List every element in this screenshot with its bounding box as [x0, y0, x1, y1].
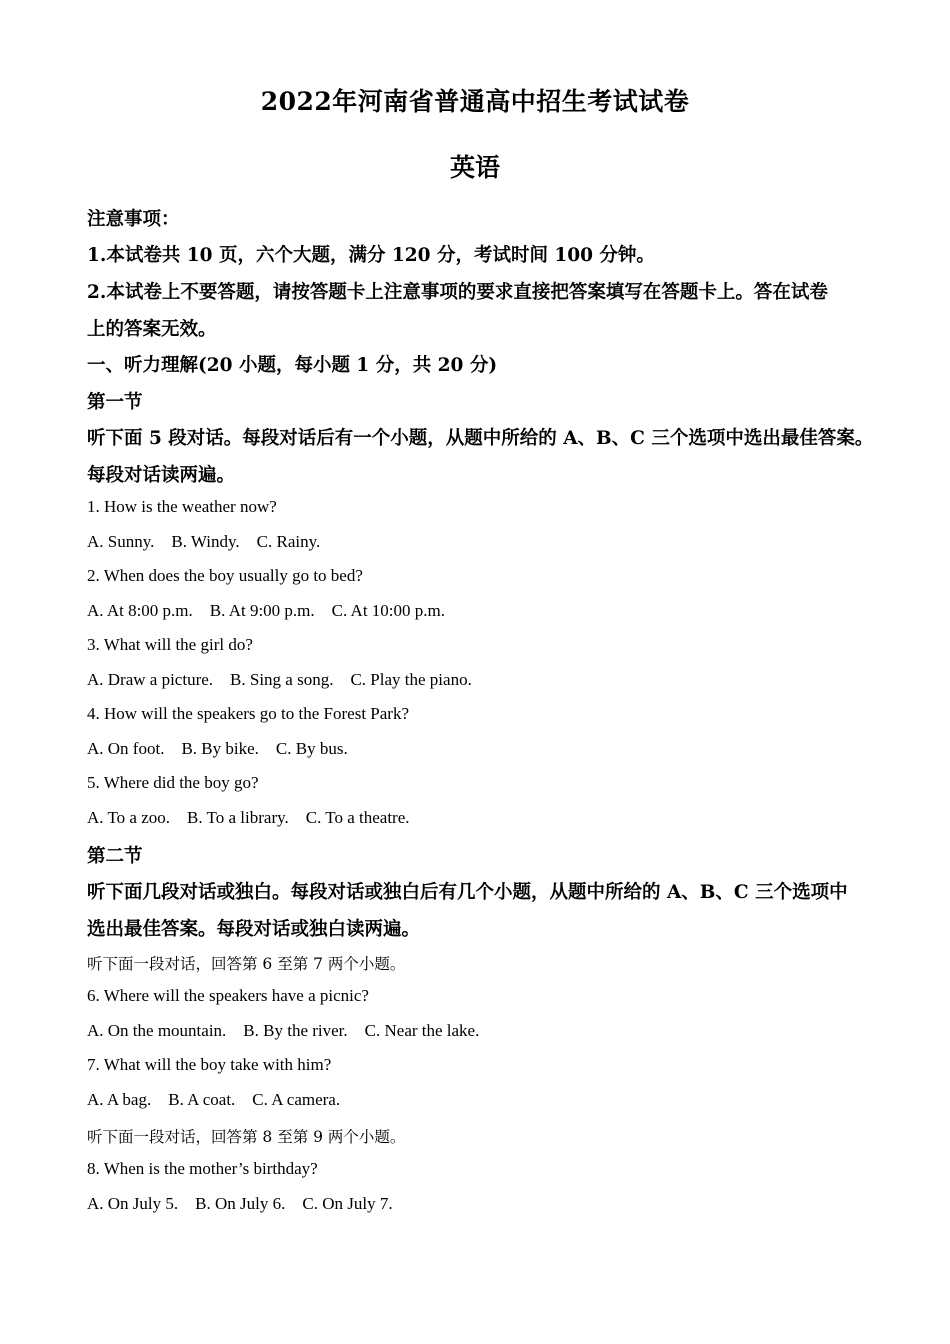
section2-label: 第二节: [87, 846, 143, 867]
question-3: 3. What will the girl do?: [87, 635, 253, 654]
dialogue-hint-8-9: 听下面一段对话，回答第 8 至第 9 两个小题。: [87, 1128, 406, 1146]
option-b: B. Windy.: [171, 532, 240, 551]
notes-heading: 注意事项：: [87, 209, 180, 230]
options-4: [87, 739, 348, 759]
option-b: B. Sing a song.: [230, 670, 334, 689]
option-b: B. By bike.: [181, 739, 259, 758]
options-6: [87, 1021, 479, 1041]
question-6: 6. Where will the speakers have a picnic?: [87, 986, 369, 1005]
option-b: B. A coat.: [168, 1090, 236, 1109]
part1-heading: 一、听力理解(20 小题，每小题 1 分，共 20 分): [87, 355, 498, 376]
note-item-2-line-2: 上的答案无效。: [87, 319, 217, 340]
subject-title: 英语: [449, 153, 500, 182]
question-7: 7. What will the boy take with him?: [87, 1055, 332, 1074]
question-2: 2. When does the boy usually go to bed?: [87, 566, 363, 585]
question-1: 1. How is the weather now?: [87, 497, 277, 516]
option-c: C. On July 7.: [302, 1194, 393, 1213]
section2-instruction-line-1: 听下面几段对话或独白。每段对话或独白后有几个小题，从题中所给的 A、B、C 三个选项中: [87, 882, 848, 903]
question-8: 8. When is the mother’s birthday?: [87, 1159, 318, 1178]
option-a: A. On the mountain.: [87, 1021, 227, 1040]
option-c: C. By bus.: [275, 739, 348, 758]
option-b: B. On July 6.: [195, 1194, 286, 1213]
section1-instruction-line-1: 听下面 5 段对话。每段对话后有一个小题，从题中所给的 A、B、C 三个选项中选出最佳答案。: [87, 428, 874, 449]
option-b: B. At 9:00 p.m.: [209, 601, 315, 620]
section1-label: 第一节: [87, 392, 143, 413]
option-c: C. Play the piano.: [350, 670, 472, 689]
option-b: B. By the river.: [243, 1021, 348, 1040]
options-5: [87, 808, 410, 828]
option-a: A. Draw a picture.: [87, 670, 214, 689]
option-a: A. On July 5.: [87, 1194, 179, 1213]
option-c: C. A camera.: [252, 1090, 341, 1109]
option-a: A. At 8:00 p.m.: [87, 601, 193, 620]
note-item-2-line-1: 2.本试卷上不要答题，请按答题卡上注意事项的要求直接把答案填写在答题卡上。答在试卷: [87, 282, 828, 303]
section1-instruction-line-2: 每段对话读两遍。: [87, 465, 236, 486]
options-1: [87, 532, 320, 552]
option-a: A. A bag.: [87, 1090, 152, 1109]
option-a: A. On foot.: [87, 739, 165, 758]
exam-title: 2022年河南省普通高中招生考试试卷: [260, 87, 690, 116]
options-7: [87, 1090, 340, 1110]
options-8: [87, 1194, 393, 1214]
option-c: C. Near the lake.: [364, 1021, 480, 1040]
options-3: [87, 670, 472, 690]
options-2: [87, 601, 445, 621]
question-5: 5. Where did the boy go?: [87, 773, 259, 792]
section2-instruction-line-2: 选出最佳答案。每段对话或独白读两遍。: [87, 919, 421, 940]
option-b: B. To a library.: [187, 808, 289, 827]
option-a: A. To a zoo.: [87, 808, 171, 827]
option-c: C. To a theatre.: [305, 808, 410, 827]
question-4: 4. How will the speakers go to the Forest Park?: [87, 704, 409, 723]
note-item-1: 1.本试卷共 10 页，六个大题，满分 120 分，考试时间 100 分钟。: [87, 245, 655, 266]
dialogue-hint-6-7: 听下面一段对话，回答第 6 至第 7 两个小题。: [87, 955, 406, 973]
option-c: C. At 10:00 p.m.: [331, 601, 446, 620]
option-a: A. Sunny.: [87, 532, 155, 551]
option-c: C. Rainy.: [256, 532, 321, 551]
